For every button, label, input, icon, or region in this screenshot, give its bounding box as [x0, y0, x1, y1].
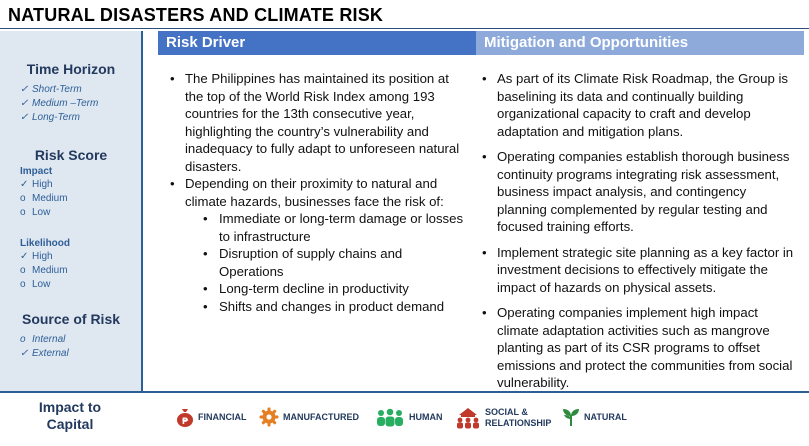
- mitigation-header: Mitigation and Opportunities: [476, 31, 804, 55]
- gear-icon: [259, 407, 279, 427]
- time-horizon-heading: Time Horizon: [26, 61, 116, 77]
- list-item-text: Depending on their proximity to natural and climate hazards, businesses face the risk of:: [185, 176, 444, 209]
- check-icon: ✓: [20, 179, 29, 190]
- option-label: High: [32, 251, 53, 262]
- capital-label: HUMAN: [409, 411, 443, 422]
- community-icon: [455, 407, 481, 429]
- option-label: High: [32, 179, 53, 190]
- capital-natural: [562, 407, 627, 427]
- time-horizon-option: [20, 98, 98, 109]
- source-of-risk-heading: Source of Risk: [21, 311, 121, 327]
- check-icon: ✓: [20, 348, 29, 359]
- risk-score-heading: Risk Score: [34, 147, 108, 163]
- impact-option: [20, 179, 53, 190]
- bottom-divider: [0, 391, 809, 393]
- option-label: External: [32, 348, 69, 359]
- option-label: Medium –Term: [32, 98, 99, 109]
- list-item: • As part of its Climate Risk Roadmap, the Group is baselining its data and continually building organizational capacity to craft and develop adaptation and mitigation plans.: [480, 70, 798, 140]
- title-divider: [0, 28, 809, 29]
- impact-option: [20, 207, 50, 218]
- circle-icon: o: [20, 334, 26, 345]
- plant-icon: [562, 407, 580, 427]
- check-icon: ✓: [20, 84, 29, 95]
- list-item: • Operating companies implement high impact climate adaptation activities such as mangrove planting as part of its CSR programs to offset emissions and protect the communities from social vulnerability.: [480, 304, 798, 392]
- circle-icon: o: [20, 279, 26, 290]
- option-label: Low: [32, 279, 51, 290]
- sub-list-item: • Immediate or long-term damage or losses to infrastructure: [201, 210, 470, 245]
- source-option: [20, 334, 65, 345]
- svg-text:₱: ₱: [181, 417, 189, 427]
- sub-list-item: • Shifts and changes in product demand: [201, 298, 470, 316]
- capital-manufactured: [259, 407, 359, 427]
- list-item: • Operating companies establish thorough business continuity programs integrating risk assessment, business impact analysis, and contingency planning complemented by regular testing and focused training efforts.: [480, 148, 798, 236]
- likelihood-option: [20, 279, 50, 290]
- impact-to-capital-bar: [0, 391, 809, 446]
- likelihood-option: [20, 265, 68, 276]
- option-label: Medium: [32, 193, 68, 204]
- likelihood-option: [20, 251, 53, 262]
- option-label: Long-Term: [32, 112, 80, 123]
- capital-label: SOCIAL & RELATIONSHIP: [485, 407, 552, 428]
- risk-driver-header: Risk Driver: [158, 31, 476, 55]
- money-bag-icon: [176, 407, 194, 427]
- impact-option: [20, 193, 68, 204]
- circle-icon: o: [20, 193, 26, 204]
- capital-label: MANUFACTURED: [283, 411, 359, 422]
- sidebar: [0, 31, 142, 391]
- capital-human: [375, 407, 443, 427]
- option-label: Low: [32, 207, 51, 218]
- list-item: [168, 175, 470, 315]
- capital-label: NATURAL: [584, 411, 627, 422]
- risk-driver-column: [168, 70, 470, 315]
- impact-to-capital-label: Impact to Capital: [38, 399, 102, 432]
- capital-financial: [176, 407, 247, 427]
- circle-icon: o: [20, 265, 26, 276]
- option-label: Short-Term: [32, 84, 82, 95]
- sidebar-divider: [141, 31, 143, 391]
- check-icon: ✓: [20, 98, 29, 109]
- people-icon: [375, 407, 405, 427]
- capital-social-relationship: [455, 407, 553, 429]
- check-icon: ✓: [20, 112, 29, 123]
- list-item: • The Philippines has maintained its position at the top of the World Risk Index among 193 countries for the 13th consecutive year, highlighting the country’s vulnerability and inadequacy to fully adapt to unforeseen natural disasters.: [168, 70, 470, 175]
- mitigation-column: [480, 70, 798, 400]
- list-item: • Implement strategic site planning as a key factor in investment decisions to effectively mitigate the impact of hazards on physical assets.: [480, 244, 798, 297]
- sub-list-item: • Long-term decline in productivity: [201, 280, 470, 298]
- likelihood-label: Likelihood: [20, 238, 70, 249]
- circle-icon: o: [20, 207, 26, 218]
- impact-label: Impact: [20, 166, 53, 177]
- check-icon: ✓: [20, 251, 29, 262]
- time-horizon-option: [20, 112, 80, 123]
- sub-list-item: • Disruption of supply chains and Operations: [201, 245, 470, 280]
- page-title: NATURAL DISASTERS AND CLIMATE RISK: [8, 5, 384, 25]
- option-label: Medium: [32, 265, 68, 276]
- time-horizon-option: [20, 84, 82, 95]
- capital-label: FINANCIAL: [198, 411, 247, 422]
- option-label: Internal: [32, 334, 66, 345]
- source-option: [20, 348, 69, 359]
